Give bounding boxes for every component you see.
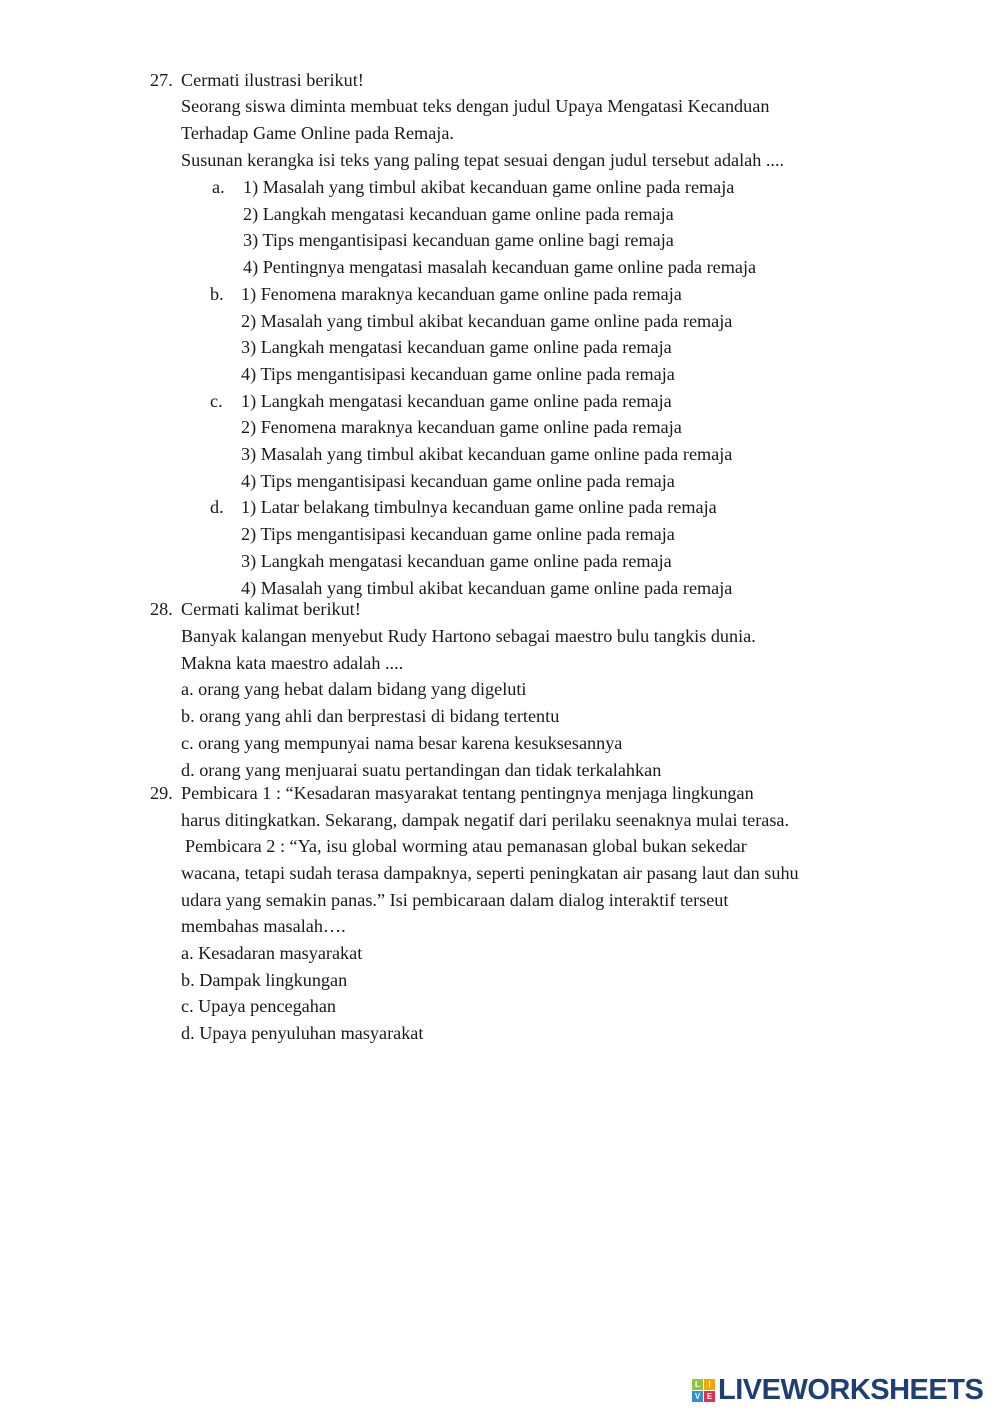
question-text: udara yang semakin panas.” Isi pembicaraan dalam dialog interaktif terseut bbox=[181, 890, 729, 910]
question-text: Pembicara 1 : “Kesadaran masyarakat tentang pentingnya menjaga lingkungan bbox=[181, 783, 754, 803]
option-item: 2) Tips mengantisipasi kecanduan game online pada remaja bbox=[241, 524, 675, 545]
question-text: Seorang siswa diminta membuat teks dengan judul Upaya Mengatasi Kecanduan bbox=[181, 96, 770, 116]
logo-tiles-icon bbox=[692, 1379, 715, 1402]
option-letter: a. bbox=[212, 177, 225, 197]
option-item: 2) Masalah yang timbul akibat kecanduan game online pada remaja bbox=[241, 310, 733, 331]
question-stem: Susunan kerangka isi teks yang paling tepat sesuai dengan judul tersebut adalah .... bbox=[181, 150, 785, 170]
question-text: wacana, tetapi sudah terasa dampaknya, seperti peningkatan air pasang laut dan suhu bbox=[181, 863, 799, 883]
question-prompt: Cermati kalimat berikut! bbox=[181, 599, 361, 619]
question-number: 29. bbox=[150, 783, 173, 803]
logo-tile: I bbox=[704, 1379, 715, 1390]
option-item: 4) Tips mengantisipasi kecanduan game online pada remaja bbox=[241, 363, 675, 384]
option-item: 2) Langkah mengatasi kecanduan game online pada remaja bbox=[243, 203, 674, 224]
answer-option: d. orang yang menjuarai suatu pertandingan dan tidak terkalahkan bbox=[181, 760, 662, 780]
option-item: 1) Latar belakang timbulnya kecanduan game online pada remaja bbox=[241, 497, 717, 518]
answer-option: a. Kesadaran masyarakat bbox=[181, 943, 363, 963]
answer-option: d. Upaya penyuluhan masyarakat bbox=[181, 1023, 424, 1043]
question-text: Terhadap Game Online pada Remaja. bbox=[181, 123, 454, 143]
answer-option: c. orang yang mempunyai nama besar karena kesuksesannya bbox=[181, 733, 623, 753]
option-item: 3) Langkah mengatasi kecanduan game online pada remaja bbox=[241, 337, 672, 358]
question-text: Banyak kalangan menyebut Rudy Hartono sebagai maestro bulu tangkis dunia. bbox=[181, 626, 756, 646]
liveworksheets-logo bbox=[692, 1374, 983, 1407]
option-item: 4) Tips mengantisipasi kecanduan game online pada remaja bbox=[241, 470, 675, 491]
option-item: 1) Masalah yang timbul akibat kecanduan game online pada remaja bbox=[243, 177, 735, 197]
question-text: Pembicara 2 : “Ya, isu global worming atau pemanasan global bukan sekedar bbox=[185, 836, 747, 856]
option-item: 3) Tips mengantisipasi kecanduan game online bagi remaja bbox=[243, 230, 674, 251]
logo-tile: E bbox=[704, 1391, 715, 1402]
logo-tile: L bbox=[692, 1379, 703, 1390]
logo-text: LIVEWORKSHEETS bbox=[718, 1374, 984, 1406]
option-item: 4) Pentingnya mengatasi masalah kecanduan game online pada remaja bbox=[243, 257, 757, 278]
question-prompt: Cermati ilustrasi berikut! bbox=[181, 70, 364, 90]
question-number: 27. bbox=[150, 70, 173, 90]
answer-option: b. Dampak lingkungan bbox=[181, 970, 348, 990]
option-item: 2) Fenomena maraknya kecanduan game online pada remaja bbox=[241, 417, 682, 438]
option-item: 4) Masalah yang timbul akibat kecanduan game online pada remaja bbox=[241, 577, 733, 598]
option-letter: d. bbox=[210, 497, 224, 518]
option-letter: c. bbox=[210, 390, 223, 411]
question-number: 28. bbox=[150, 599, 173, 619]
answer-option: b. orang yang ahli dan berprestasi di bidang tertentu bbox=[181, 706, 560, 726]
answer-option: a. orang yang hebat dalam bidang yang digeluti bbox=[181, 679, 527, 699]
option-letter: b. bbox=[210, 283, 224, 304]
question-stem: Makna kata maestro adalah .... bbox=[181, 653, 404, 673]
question-text: harus ditingkatkan. Sekarang, dampak negatif dari perilaku seenaknya mulai terasa. bbox=[181, 810, 790, 830]
option-item: 3) Masalah yang timbul akibat kecanduan game online pada remaja bbox=[241, 444, 733, 464]
question-text: membahas masalah…. bbox=[181, 916, 346, 936]
option-item: 3) Langkah mengatasi kecanduan game online pada remaja bbox=[241, 550, 672, 571]
option-item: 1) Langkah mengatasi kecanduan game online pada remaja bbox=[241, 390, 672, 411]
option-item: 1) Fenomena maraknya kecanduan game online pada remaja bbox=[241, 283, 682, 304]
answer-option: c. Upaya pencegahan bbox=[181, 996, 337, 1016]
logo-tile: V bbox=[692, 1391, 703, 1402]
